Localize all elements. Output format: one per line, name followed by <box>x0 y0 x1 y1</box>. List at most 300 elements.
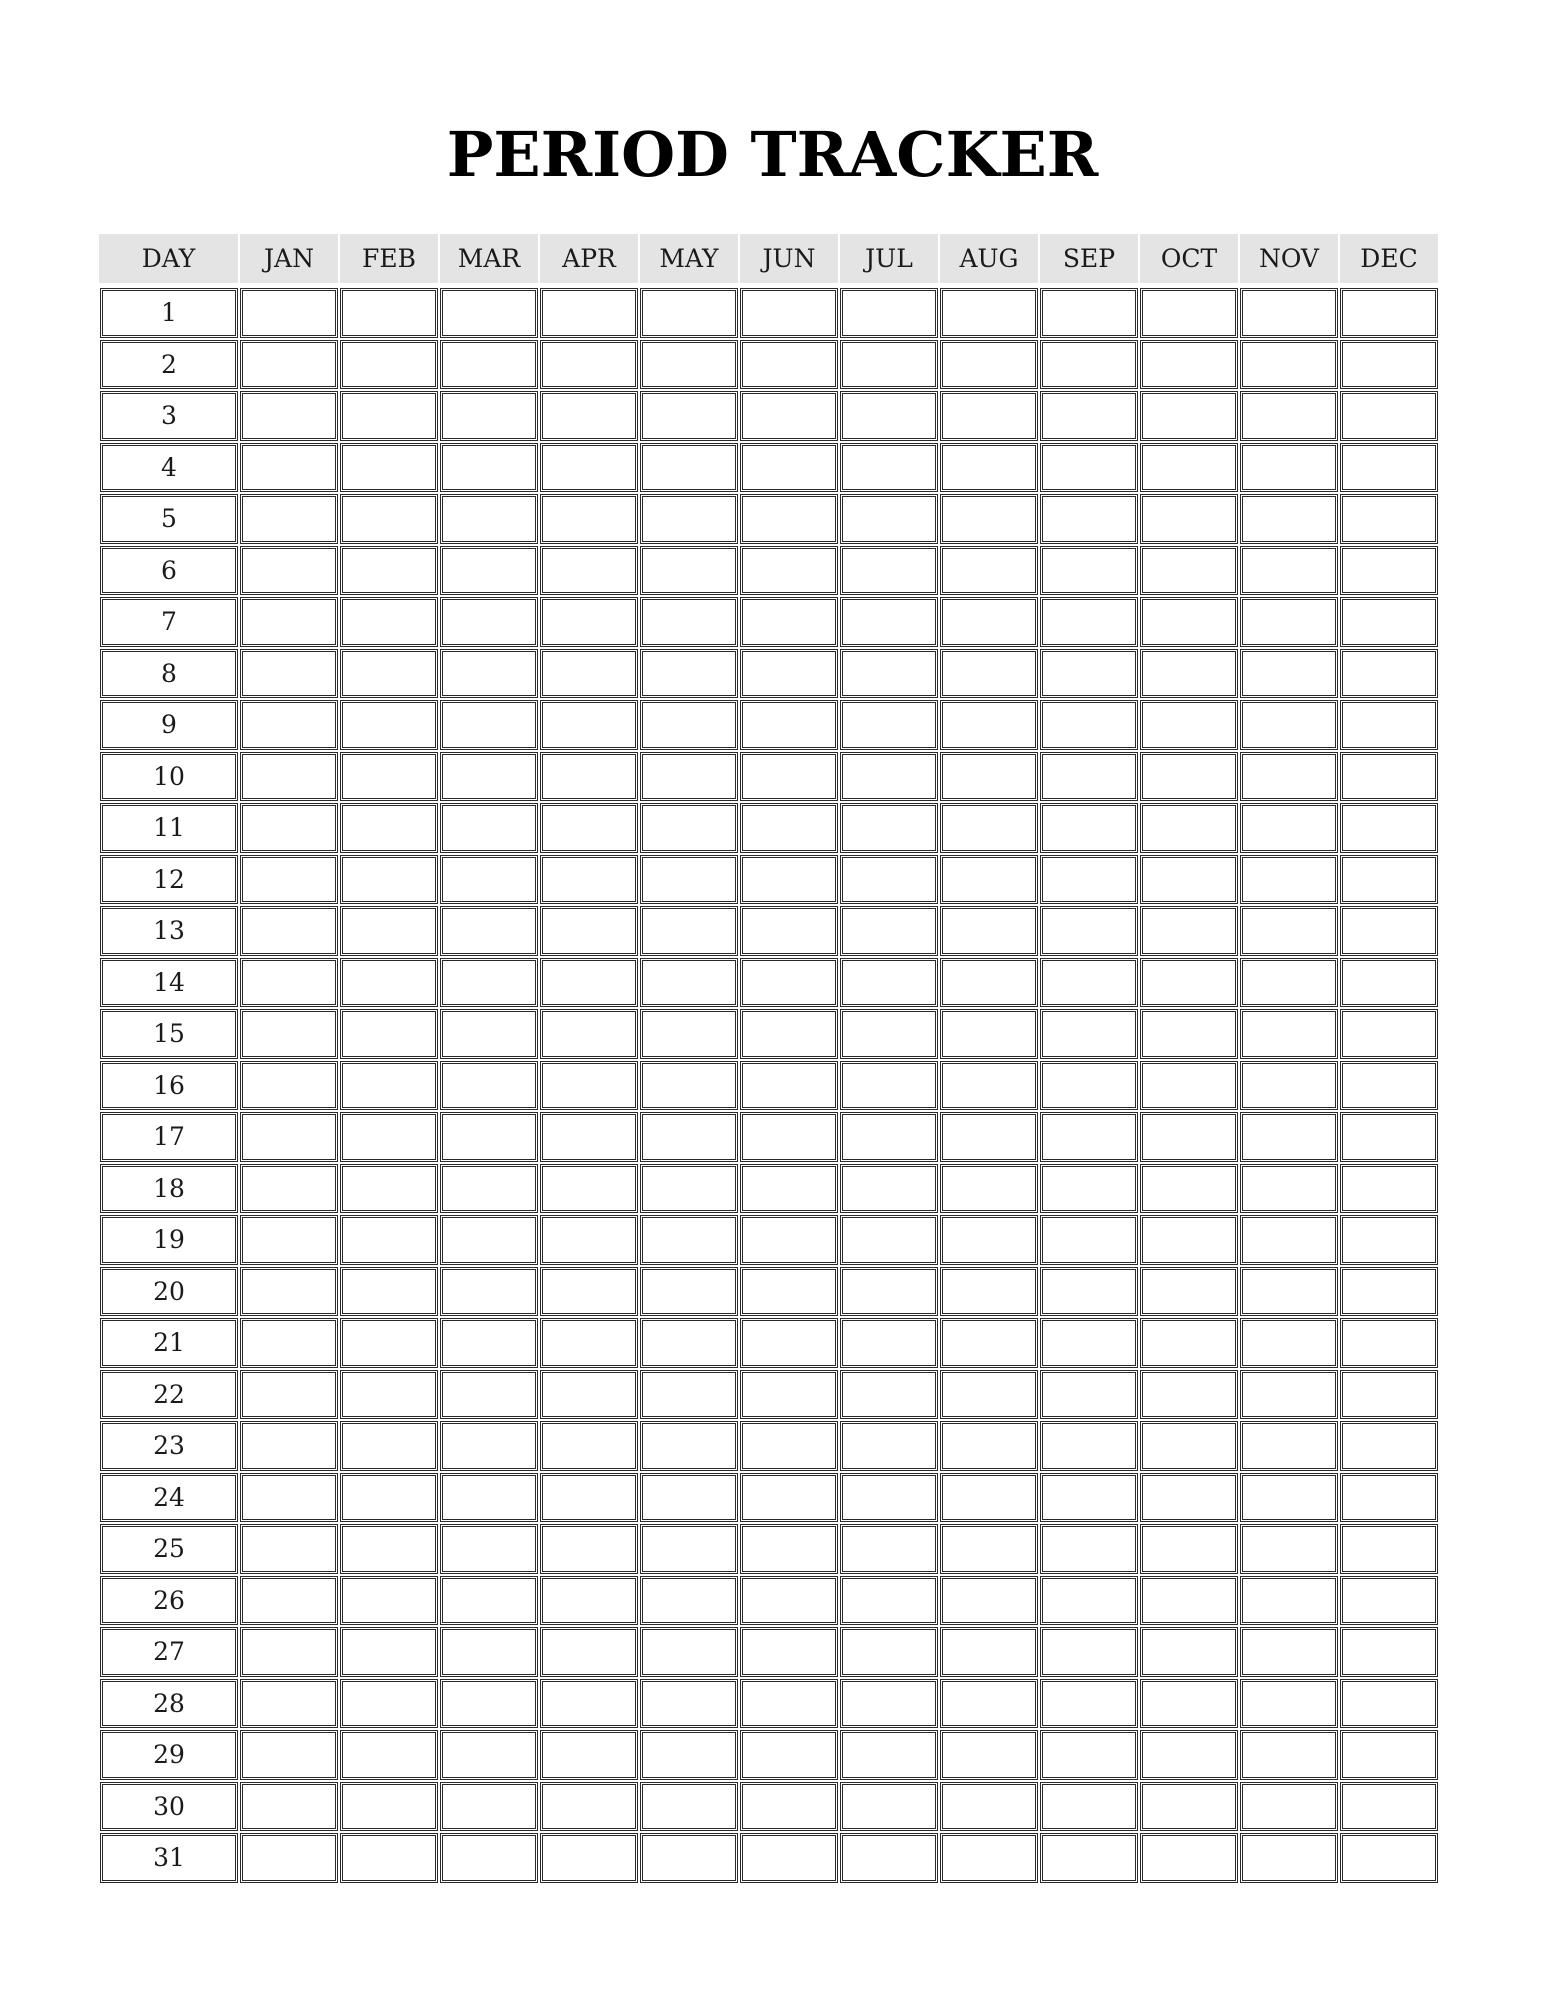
tracker-cell-nov[interactable] <box>1240 443 1338 493</box>
tracker-cell-may[interactable] <box>640 1833 738 1883</box>
tracker-cell-nov[interactable] <box>1240 752 1338 802</box>
tracker-cell-dec[interactable] <box>1340 1370 1438 1420</box>
tracker-cell-jun[interactable] <box>740 546 838 596</box>
tracker-cell-mar[interactable] <box>440 1833 538 1883</box>
tracker-cell-apr[interactable] <box>540 1679 638 1729</box>
tracker-cell-mar[interactable] <box>440 443 538 493</box>
tracker-cell-may[interactable] <box>640 1318 738 1368</box>
tracker-cell-sep[interactable] <box>1040 649 1138 699</box>
tracker-cell-apr[interactable] <box>540 1730 638 1780</box>
tracker-cell-may[interactable] <box>640 752 738 802</box>
tracker-cell-oct[interactable] <box>1140 288 1238 338</box>
tracker-cell-apr[interactable] <box>540 546 638 596</box>
tracker-cell-jan[interactable] <box>240 340 338 390</box>
tracker-cell-jan[interactable] <box>240 700 338 750</box>
tracker-cell-jul[interactable] <box>840 443 938 493</box>
tracker-cell-jan[interactable] <box>240 1730 338 1780</box>
tracker-cell-apr[interactable] <box>540 803 638 853</box>
tracker-cell-nov[interactable] <box>1240 1782 1338 1832</box>
tracker-cell-jul[interactable] <box>840 1627 938 1677</box>
tracker-cell-aug[interactable] <box>940 855 1038 905</box>
tracker-cell-dec[interactable] <box>1340 803 1438 853</box>
tracker-cell-jun[interactable] <box>740 288 838 338</box>
tracker-cell-jan[interactable] <box>240 1061 338 1111</box>
tracker-cell-feb[interactable] <box>340 1061 438 1111</box>
tracker-cell-jul[interactable] <box>840 1524 938 1574</box>
tracker-cell-nov[interactable] <box>1240 1164 1338 1214</box>
tracker-cell-jan[interactable] <box>240 1782 338 1832</box>
tracker-cell-jan[interactable] <box>240 1267 338 1317</box>
tracker-cell-may[interactable] <box>640 443 738 493</box>
tracker-cell-sep[interactable] <box>1040 803 1138 853</box>
tracker-cell-apr[interactable] <box>540 1009 638 1059</box>
tracker-cell-nov[interactable] <box>1240 958 1338 1008</box>
tracker-cell-jul[interactable] <box>840 494 938 544</box>
tracker-cell-apr[interactable] <box>540 391 638 441</box>
tracker-cell-mar[interactable] <box>440 340 538 390</box>
tracker-cell-jul[interactable] <box>840 1061 938 1111</box>
tracker-cell-oct[interactable] <box>1140 906 1238 956</box>
tracker-cell-dec[interactable] <box>1340 1061 1438 1111</box>
tracker-cell-mar[interactable] <box>440 803 538 853</box>
tracker-cell-jun[interactable] <box>740 1473 838 1523</box>
tracker-cell-aug[interactable] <box>940 1473 1038 1523</box>
tracker-cell-nov[interactable] <box>1240 1473 1338 1523</box>
tracker-cell-jan[interactable] <box>240 288 338 338</box>
tracker-cell-jun[interactable] <box>740 1421 838 1471</box>
tracker-cell-nov[interactable] <box>1240 1009 1338 1059</box>
tracker-cell-jul[interactable] <box>840 1679 938 1729</box>
tracker-cell-jan[interactable] <box>240 803 338 853</box>
tracker-cell-jul[interactable] <box>840 1370 938 1420</box>
tracker-cell-dec[interactable] <box>1340 700 1438 750</box>
tracker-cell-feb[interactable] <box>340 1267 438 1317</box>
tracker-cell-oct[interactable] <box>1140 1061 1238 1111</box>
tracker-cell-jul[interactable] <box>840 700 938 750</box>
tracker-cell-nov[interactable] <box>1240 391 1338 441</box>
tracker-cell-jul[interactable] <box>840 1267 938 1317</box>
tracker-cell-dec[interactable] <box>1340 288 1438 338</box>
tracker-cell-jun[interactable] <box>740 1267 838 1317</box>
tracker-cell-sep[interactable] <box>1040 700 1138 750</box>
tracker-cell-sep[interactable] <box>1040 340 1138 390</box>
tracker-cell-jun[interactable] <box>740 1009 838 1059</box>
tracker-cell-feb[interactable] <box>340 1473 438 1523</box>
tracker-cell-jan[interactable] <box>240 958 338 1008</box>
tracker-cell-oct[interactable] <box>1140 1215 1238 1265</box>
tracker-cell-nov[interactable] <box>1240 1627 1338 1677</box>
tracker-cell-feb[interactable] <box>340 1627 438 1677</box>
tracker-cell-jun[interactable] <box>740 906 838 956</box>
tracker-cell-apr[interactable] <box>540 443 638 493</box>
tracker-cell-oct[interactable] <box>1140 803 1238 853</box>
tracker-cell-may[interactable] <box>640 1782 738 1832</box>
tracker-cell-aug[interactable] <box>940 546 1038 596</box>
tracker-cell-oct[interactable] <box>1140 1112 1238 1162</box>
tracker-cell-nov[interactable] <box>1240 340 1338 390</box>
tracker-cell-nov[interactable] <box>1240 649 1338 699</box>
tracker-cell-jul[interactable] <box>840 1215 938 1265</box>
tracker-cell-mar[interactable] <box>440 1215 538 1265</box>
tracker-cell-may[interactable] <box>640 1112 738 1162</box>
tracker-cell-apr[interactable] <box>540 958 638 1008</box>
tracker-cell-jun[interactable] <box>740 494 838 544</box>
tracker-cell-feb[interactable] <box>340 1215 438 1265</box>
tracker-cell-jun[interactable] <box>740 1164 838 1214</box>
tracker-cell-jun[interactable] <box>740 649 838 699</box>
tracker-cell-mar[interactable] <box>440 546 538 596</box>
tracker-cell-aug[interactable] <box>940 1112 1038 1162</box>
tracker-cell-mar[interactable] <box>440 1009 538 1059</box>
tracker-cell-sep[interactable] <box>1040 1524 1138 1574</box>
tracker-cell-may[interactable] <box>640 1730 738 1780</box>
tracker-cell-may[interactable] <box>640 1215 738 1265</box>
tracker-cell-sep[interactable] <box>1040 494 1138 544</box>
tracker-cell-jun[interactable] <box>740 1112 838 1162</box>
tracker-cell-jun[interactable] <box>740 597 838 647</box>
tracker-cell-jun[interactable] <box>740 1576 838 1626</box>
tracker-cell-feb[interactable] <box>340 1112 438 1162</box>
tracker-cell-feb[interactable] <box>340 1421 438 1471</box>
tracker-cell-jan[interactable] <box>240 1164 338 1214</box>
tracker-cell-aug[interactable] <box>940 1833 1038 1883</box>
tracker-cell-mar[interactable] <box>440 1370 538 1420</box>
tracker-cell-dec[interactable] <box>1340 906 1438 956</box>
tracker-cell-apr[interactable] <box>540 1267 638 1317</box>
tracker-cell-may[interactable] <box>640 1061 738 1111</box>
tracker-cell-oct[interactable] <box>1140 1009 1238 1059</box>
tracker-cell-may[interactable] <box>640 597 738 647</box>
tracker-cell-jun[interactable] <box>740 443 838 493</box>
tracker-cell-mar[interactable] <box>440 1421 538 1471</box>
tracker-cell-mar[interactable] <box>440 1164 538 1214</box>
tracker-cell-dec[interactable] <box>1340 1782 1438 1832</box>
tracker-cell-jun[interactable] <box>740 1627 838 1677</box>
tracker-cell-aug[interactable] <box>940 649 1038 699</box>
tracker-cell-jul[interactable] <box>840 649 938 699</box>
tracker-cell-apr[interactable] <box>540 494 638 544</box>
tracker-cell-sep[interactable] <box>1040 1112 1138 1162</box>
tracker-cell-apr[interactable] <box>540 1318 638 1368</box>
tracker-cell-jun[interactable] <box>740 340 838 390</box>
tracker-cell-apr[interactable] <box>540 1576 638 1626</box>
tracker-cell-may[interactable] <box>640 1576 738 1626</box>
tracker-cell-mar[interactable] <box>440 958 538 1008</box>
tracker-cell-aug[interactable] <box>940 443 1038 493</box>
tracker-cell-jul[interactable] <box>840 855 938 905</box>
tracker-cell-jan[interactable] <box>240 1833 338 1883</box>
tracker-cell-sep[interactable] <box>1040 1833 1138 1883</box>
tracker-cell-nov[interactable] <box>1240 855 1338 905</box>
tracker-cell-feb[interactable] <box>340 649 438 699</box>
tracker-cell-oct[interactable] <box>1140 443 1238 493</box>
tracker-cell-sep[interactable] <box>1040 1370 1138 1420</box>
tracker-cell-oct[interactable] <box>1140 752 1238 802</box>
tracker-cell-jan[interactable] <box>240 1318 338 1368</box>
tracker-cell-sep[interactable] <box>1040 391 1138 441</box>
tracker-cell-dec[interactable] <box>1340 1112 1438 1162</box>
tracker-cell-dec[interactable] <box>1340 1833 1438 1883</box>
tracker-cell-oct[interactable] <box>1140 1627 1238 1677</box>
tracker-cell-jun[interactable] <box>740 958 838 1008</box>
tracker-cell-jul[interactable] <box>840 288 938 338</box>
tracker-cell-sep[interactable] <box>1040 443 1138 493</box>
tracker-cell-jan[interactable] <box>240 546 338 596</box>
tracker-cell-dec[interactable] <box>1340 1318 1438 1368</box>
tracker-cell-sep[interactable] <box>1040 1627 1138 1677</box>
tracker-cell-may[interactable] <box>640 649 738 699</box>
tracker-cell-jun[interactable] <box>740 752 838 802</box>
tracker-cell-jan[interactable] <box>240 752 338 802</box>
tracker-cell-may[interactable] <box>640 1524 738 1574</box>
tracker-cell-jun[interactable] <box>740 1782 838 1832</box>
tracker-cell-apr[interactable] <box>540 1370 638 1420</box>
tracker-cell-jan[interactable] <box>240 1576 338 1626</box>
tracker-cell-may[interactable] <box>640 391 738 441</box>
tracker-cell-apr[interactable] <box>540 649 638 699</box>
tracker-cell-mar[interactable] <box>440 1267 538 1317</box>
tracker-cell-sep[interactable] <box>1040 1679 1138 1729</box>
tracker-cell-nov[interactable] <box>1240 1524 1338 1574</box>
tracker-cell-mar[interactable] <box>440 391 538 441</box>
tracker-cell-sep[interactable] <box>1040 1576 1138 1626</box>
tracker-cell-oct[interactable] <box>1140 1679 1238 1729</box>
tracker-cell-mar[interactable] <box>440 597 538 647</box>
tracker-cell-nov[interactable] <box>1240 1112 1338 1162</box>
tracker-cell-jan[interactable] <box>240 1473 338 1523</box>
tracker-cell-jun[interactable] <box>740 1679 838 1729</box>
tracker-cell-dec[interactable] <box>1340 1627 1438 1677</box>
tracker-cell-mar[interactable] <box>440 1627 538 1677</box>
tracker-cell-jan[interactable] <box>240 855 338 905</box>
tracker-cell-may[interactable] <box>640 1627 738 1677</box>
tracker-cell-may[interactable] <box>640 855 738 905</box>
tracker-cell-jul[interactable] <box>840 1730 938 1780</box>
tracker-cell-jan[interactable] <box>240 391 338 441</box>
tracker-cell-mar[interactable] <box>440 1576 538 1626</box>
tracker-cell-nov[interactable] <box>1240 1370 1338 1420</box>
tracker-cell-apr[interactable] <box>540 855 638 905</box>
tracker-cell-aug[interactable] <box>940 597 1038 647</box>
tracker-cell-feb[interactable] <box>340 752 438 802</box>
tracker-cell-feb[interactable] <box>340 340 438 390</box>
tracker-cell-nov[interactable] <box>1240 597 1338 647</box>
tracker-cell-apr[interactable] <box>540 1215 638 1265</box>
tracker-cell-nov[interactable] <box>1240 803 1338 853</box>
tracker-cell-aug[interactable] <box>940 1627 1038 1677</box>
tracker-cell-aug[interactable] <box>940 1730 1038 1780</box>
tracker-cell-jun[interactable] <box>740 700 838 750</box>
tracker-cell-jul[interactable] <box>840 391 938 441</box>
tracker-cell-jan[interactable] <box>240 1421 338 1471</box>
tracker-cell-jun[interactable] <box>740 1061 838 1111</box>
tracker-cell-aug[interactable] <box>940 1061 1038 1111</box>
tracker-cell-jan[interactable] <box>240 443 338 493</box>
tracker-cell-sep[interactable] <box>1040 1421 1138 1471</box>
tracker-cell-nov[interactable] <box>1240 906 1338 956</box>
tracker-cell-dec[interactable] <box>1340 1164 1438 1214</box>
tracker-cell-apr[interactable] <box>540 752 638 802</box>
tracker-cell-dec[interactable] <box>1340 1679 1438 1729</box>
tracker-cell-nov[interactable] <box>1240 1679 1338 1729</box>
tracker-cell-apr[interactable] <box>540 1524 638 1574</box>
tracker-cell-mar[interactable] <box>440 1730 538 1780</box>
tracker-cell-jun[interactable] <box>740 1524 838 1574</box>
tracker-cell-jun[interactable] <box>740 1833 838 1883</box>
tracker-cell-may[interactable] <box>640 1679 738 1729</box>
tracker-cell-jul[interactable] <box>840 546 938 596</box>
tracker-cell-aug[interactable] <box>940 1164 1038 1214</box>
tracker-cell-nov[interactable] <box>1240 1267 1338 1317</box>
tracker-cell-apr[interactable] <box>540 1112 638 1162</box>
tracker-cell-sep[interactable] <box>1040 1473 1138 1523</box>
tracker-cell-sep[interactable] <box>1040 546 1138 596</box>
tracker-cell-mar[interactable] <box>440 752 538 802</box>
tracker-cell-jan[interactable] <box>240 1112 338 1162</box>
tracker-cell-apr[interactable] <box>540 340 638 390</box>
tracker-cell-jul[interactable] <box>840 752 938 802</box>
tracker-cell-aug[interactable] <box>940 1576 1038 1626</box>
tracker-cell-jan[interactable] <box>240 649 338 699</box>
tracker-cell-may[interactable] <box>640 546 738 596</box>
tracker-cell-nov[interactable] <box>1240 1318 1338 1368</box>
tracker-cell-feb[interactable] <box>340 1730 438 1780</box>
tracker-cell-aug[interactable] <box>940 1370 1038 1420</box>
tracker-cell-may[interactable] <box>640 803 738 853</box>
tracker-cell-oct[interactable] <box>1140 391 1238 441</box>
tracker-cell-apr[interactable] <box>540 288 638 338</box>
tracker-cell-may[interactable] <box>640 1421 738 1471</box>
tracker-cell-nov[interactable] <box>1240 1730 1338 1780</box>
tracker-cell-aug[interactable] <box>940 700 1038 750</box>
tracker-cell-may[interactable] <box>640 494 738 544</box>
tracker-cell-nov[interactable] <box>1240 1421 1338 1471</box>
tracker-cell-sep[interactable] <box>1040 1009 1138 1059</box>
tracker-cell-jul[interactable] <box>840 1112 938 1162</box>
tracker-cell-sep[interactable] <box>1040 958 1138 1008</box>
tracker-cell-jan[interactable] <box>240 1679 338 1729</box>
tracker-cell-jul[interactable] <box>840 597 938 647</box>
tracker-cell-nov[interactable] <box>1240 546 1338 596</box>
tracker-cell-feb[interactable] <box>340 494 438 544</box>
tracker-cell-oct[interactable] <box>1140 494 1238 544</box>
tracker-cell-jan[interactable] <box>240 494 338 544</box>
tracker-cell-nov[interactable] <box>1240 1215 1338 1265</box>
tracker-cell-aug[interactable] <box>940 752 1038 802</box>
tracker-cell-jul[interactable] <box>840 803 938 853</box>
tracker-cell-jul[interactable] <box>840 1009 938 1059</box>
tracker-cell-aug[interactable] <box>940 1524 1038 1574</box>
tracker-cell-sep[interactable] <box>1040 752 1138 802</box>
tracker-cell-mar[interactable] <box>440 1473 538 1523</box>
tracker-cell-may[interactable] <box>640 700 738 750</box>
tracker-cell-sep[interactable] <box>1040 1782 1138 1832</box>
tracker-cell-feb[interactable] <box>340 1164 438 1214</box>
tracker-cell-feb[interactable] <box>340 803 438 853</box>
tracker-cell-dec[interactable] <box>1340 855 1438 905</box>
tracker-cell-jul[interactable] <box>840 906 938 956</box>
tracker-cell-sep[interactable] <box>1040 1164 1138 1214</box>
tracker-cell-dec[interactable] <box>1340 597 1438 647</box>
tracker-cell-feb[interactable] <box>340 1833 438 1883</box>
tracker-cell-may[interactable] <box>640 340 738 390</box>
tracker-cell-sep[interactable] <box>1040 1267 1138 1317</box>
tracker-cell-dec[interactable] <box>1340 494 1438 544</box>
tracker-cell-feb[interactable] <box>340 1370 438 1420</box>
tracker-cell-aug[interactable] <box>940 340 1038 390</box>
tracker-cell-oct[interactable] <box>1140 1782 1238 1832</box>
tracker-cell-jul[interactable] <box>840 1318 938 1368</box>
tracker-cell-oct[interactable] <box>1140 1524 1238 1574</box>
tracker-cell-jun[interactable] <box>740 803 838 853</box>
tracker-cell-nov[interactable] <box>1240 1576 1338 1626</box>
tracker-cell-mar[interactable] <box>440 494 538 544</box>
tracker-cell-apr[interactable] <box>540 1782 638 1832</box>
tracker-cell-mar[interactable] <box>440 1679 538 1729</box>
tracker-cell-feb[interactable] <box>340 906 438 956</box>
tracker-cell-jul[interactable] <box>840 1164 938 1214</box>
tracker-cell-oct[interactable] <box>1140 340 1238 390</box>
tracker-cell-aug[interactable] <box>940 494 1038 544</box>
tracker-cell-may[interactable] <box>640 906 738 956</box>
tracker-cell-feb[interactable] <box>340 855 438 905</box>
tracker-cell-mar[interactable] <box>440 1782 538 1832</box>
tracker-cell-jul[interactable] <box>840 1576 938 1626</box>
tracker-cell-oct[interactable] <box>1140 597 1238 647</box>
tracker-cell-aug[interactable] <box>940 391 1038 441</box>
tracker-cell-aug[interactable] <box>940 288 1038 338</box>
tracker-cell-apr[interactable] <box>540 1421 638 1471</box>
tracker-cell-jun[interactable] <box>740 855 838 905</box>
tracker-cell-nov[interactable] <box>1240 494 1338 544</box>
tracker-cell-apr[interactable] <box>540 1061 638 1111</box>
tracker-cell-oct[interactable] <box>1140 1473 1238 1523</box>
tracker-cell-apr[interactable] <box>540 1473 638 1523</box>
tracker-cell-jan[interactable] <box>240 597 338 647</box>
tracker-cell-may[interactable] <box>640 1267 738 1317</box>
tracker-cell-aug[interactable] <box>940 803 1038 853</box>
tracker-cell-nov[interactable] <box>1240 1061 1338 1111</box>
tracker-cell-feb[interactable] <box>340 700 438 750</box>
tracker-cell-feb[interactable] <box>340 288 438 338</box>
tracker-cell-may[interactable] <box>640 1370 738 1420</box>
tracker-cell-oct[interactable] <box>1140 1421 1238 1471</box>
tracker-cell-aug[interactable] <box>940 1318 1038 1368</box>
tracker-cell-sep[interactable] <box>1040 855 1138 905</box>
tracker-cell-jan[interactable] <box>240 1215 338 1265</box>
tracker-cell-apr[interactable] <box>540 1627 638 1677</box>
tracker-cell-mar[interactable] <box>440 1112 538 1162</box>
tracker-cell-jun[interactable] <box>740 1318 838 1368</box>
tracker-cell-jun[interactable] <box>740 1215 838 1265</box>
tracker-cell-oct[interactable] <box>1140 1576 1238 1626</box>
tracker-cell-aug[interactable] <box>940 1215 1038 1265</box>
tracker-cell-jul[interactable] <box>840 958 938 1008</box>
tracker-cell-sep[interactable] <box>1040 1318 1138 1368</box>
tracker-cell-feb[interactable] <box>340 391 438 441</box>
tracker-cell-apr[interactable] <box>540 700 638 750</box>
tracker-cell-jul[interactable] <box>840 340 938 390</box>
tracker-cell-jan[interactable] <box>240 906 338 956</box>
tracker-cell-oct[interactable] <box>1140 1267 1238 1317</box>
tracker-cell-aug[interactable] <box>940 906 1038 956</box>
tracker-cell-feb[interactable] <box>340 958 438 1008</box>
tracker-cell-oct[interactable] <box>1140 700 1238 750</box>
tracker-cell-apr[interactable] <box>540 906 638 956</box>
tracker-cell-mar[interactable] <box>440 649 538 699</box>
tracker-cell-mar[interactable] <box>440 700 538 750</box>
tracker-cell-sep[interactable] <box>1040 1215 1138 1265</box>
